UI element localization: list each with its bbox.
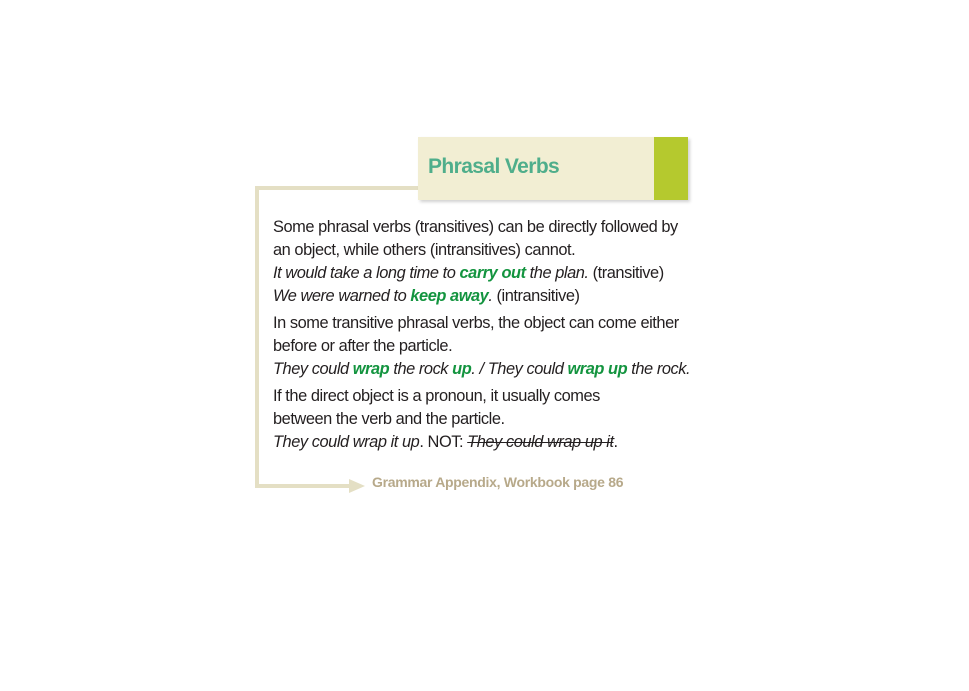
example-sentence bbox=[273, 262, 733, 285]
example-note: (transitive) bbox=[588, 264, 664, 282]
example-end: . bbox=[613, 433, 618, 451]
example-text: the plan. bbox=[525, 264, 589, 282]
highlighted-phrasal-verb: carry out bbox=[459, 264, 526, 282]
frame-line-top bbox=[255, 186, 420, 190]
rule-text: before or after the particle. bbox=[273, 337, 453, 355]
rule-text: If the direct object is a pronoun, it usually comes bbox=[273, 387, 600, 405]
rule-section-transitivity bbox=[273, 216, 733, 308]
example-text: It would take a long time to bbox=[273, 264, 460, 282]
rule-text: Some phrasal verbs (transitives) can be directly followed by bbox=[273, 218, 678, 236]
rule-text: an object, while others (intransitives) cannot. bbox=[273, 241, 576, 259]
highlighted-verb: wrap bbox=[352, 360, 390, 378]
example-sentence bbox=[273, 285, 733, 308]
rule-section-separable bbox=[273, 312, 733, 381]
example-sentence bbox=[273, 431, 733, 454]
example-text: the rock bbox=[389, 360, 453, 378]
frame-line-bottom bbox=[255, 484, 351, 488]
example-text: . bbox=[488, 287, 493, 305]
example-note: (intransitive) bbox=[492, 287, 580, 305]
title-accent-bar bbox=[654, 137, 688, 200]
highlighted-particle: up bbox=[452, 360, 472, 378]
highlighted-phrasal-verb: keep away bbox=[410, 287, 489, 305]
title-box bbox=[418, 137, 688, 200]
rule-section-pronoun bbox=[273, 385, 733, 454]
example-separator: . NOT: bbox=[419, 433, 468, 451]
page-title: Phrasal Verbs bbox=[428, 155, 560, 178]
correct-example: They could wrap it up bbox=[273, 433, 420, 451]
example-text: They could bbox=[273, 360, 353, 378]
incorrect-example: They could wrap up it bbox=[467, 433, 614, 451]
example-text: We were warned to bbox=[273, 287, 411, 305]
example-text: the rock. bbox=[627, 360, 691, 378]
arrow-right-icon bbox=[349, 479, 365, 493]
example-text: . / They could bbox=[471, 360, 568, 378]
reference-link: Grammar Appendix, Workbook page 86 bbox=[372, 474, 624, 490]
example-sentence bbox=[273, 358, 733, 381]
frame-line-left bbox=[255, 186, 259, 488]
highlighted-phrasal-verb: wrap up bbox=[567, 360, 628, 378]
rule-text: In some transitive phrasal verbs, the object can come either bbox=[273, 314, 679, 332]
rule-text: between the verb and the particle. bbox=[273, 410, 505, 428]
grammar-content bbox=[273, 216, 733, 458]
